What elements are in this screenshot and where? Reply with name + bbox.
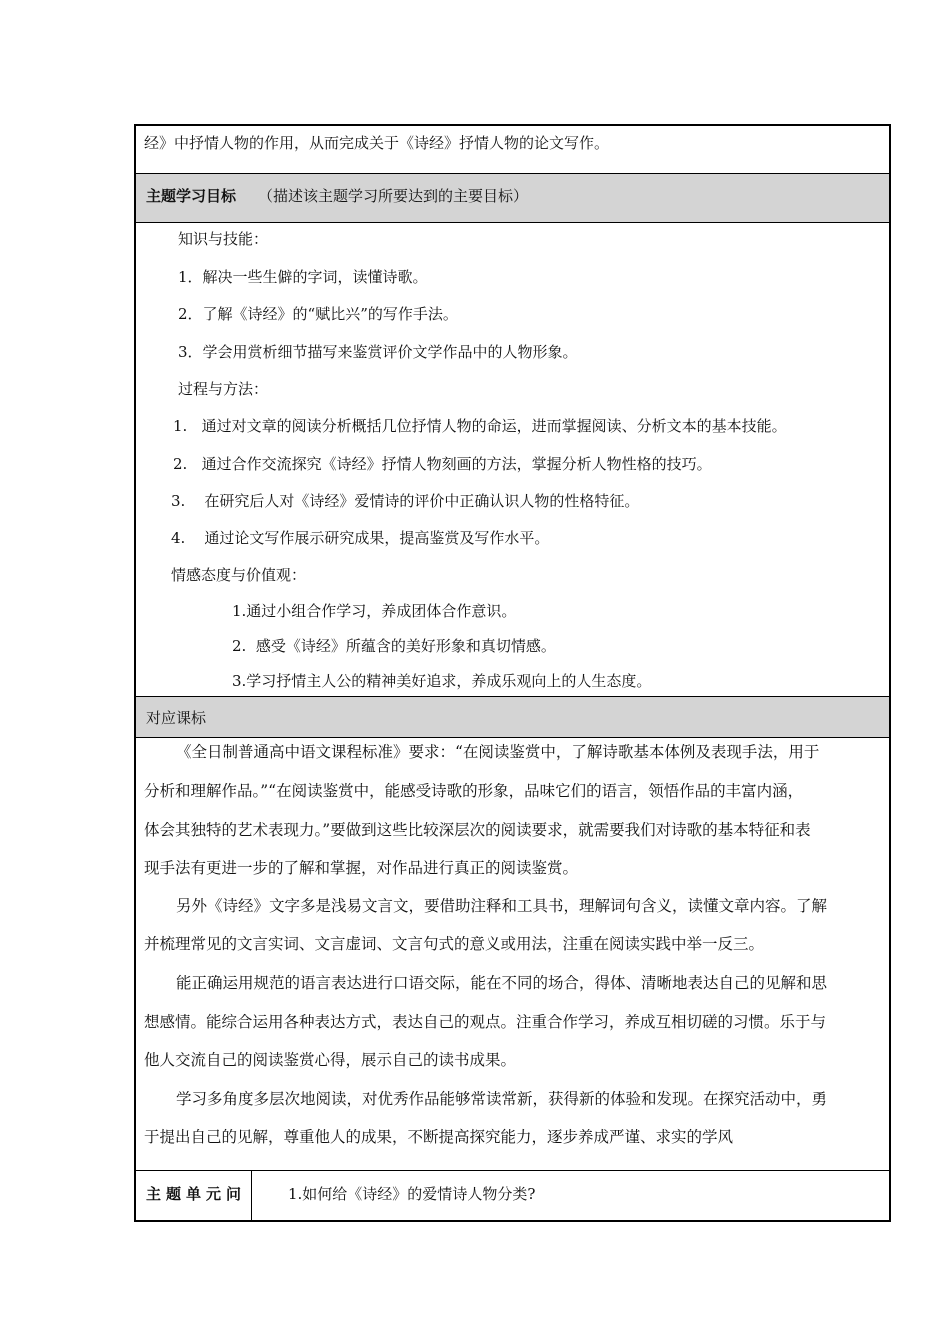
emotion-title: 情感态度与价值观： — [171, 566, 307, 584]
continued-text-row — [136, 126, 889, 174]
standard-line: 想感情。能综合运用各种表达方式，表达自己的观点。注重合作学习，养成互相切磋的习惯。乐于与 — [144, 1013, 827, 1031]
process-item: 2. 通过合作交流探究《诗经》抒情人物刻画的方法，掌握分析人物性格的技巧。 — [173, 455, 712, 473]
unit-question-row — [136, 1171, 889, 1220]
knowledge-item: 3．学会用赏析细节描写来鉴赏评价文学作品中的人物形象。 — [178, 343, 578, 361]
objectives-heading-row — [136, 174, 889, 223]
emotion-item: 2. 感受《诗经》所蕴含的美好形象和真切情感。 — [232, 637, 556, 655]
standard-line: 他人交流自己的阅读鉴赏心得，展示自己的读书成果。 — [144, 1051, 517, 1069]
knowledge-item: 2．了解《诗经》的“赋比兴”的写作手法。 — [178, 305, 458, 323]
process-item: 4. 通过论文写作展示研究成果，提高鉴赏及写作水平。 — [171, 529, 550, 547]
knowledge-item: 1．解决一些生僻的字词，读懂诗歌。 — [178, 268, 428, 286]
knowledge-title: 知识与技能： — [178, 230, 269, 248]
standard-line: 学习多角度多层次地阅读，对优秀作品能够常读常新，获得新的体验和发现。在探究活动中，勇 — [176, 1090, 828, 1108]
objectives-heading-label: 主题学习目标 — [146, 187, 237, 205]
standard-line: 另外《诗经》文字多是浅易文言文，要借助注释和工具书，理解词句含义，读懂文章内容。了解 — [176, 897, 828, 915]
emotion-item: 1.通过小组合作学习，养成团体合作意识。 — [232, 602, 517, 620]
process-title: 过程与方法： — [178, 380, 269, 398]
objectives-heading-description: （描述该主题学习所要达到的主要目标） — [258, 187, 529, 205]
standard-line: 并梳理常见的文言实词、文言虚词、文言句式的意义或用法，注重在阅读实践中举一反三。 — [144, 935, 765, 953]
standard-heading-row — [136, 697, 889, 738]
process-item: 1. 通过对文章的阅读分析概括几位抒情人物的命运，进而掌握阅读、分析文本的基本技能。 — [173, 417, 787, 435]
unit-question-label: 主题单元问 — [136, 1171, 252, 1220]
lesson-plan-table — [134, 124, 891, 1222]
standard-line: 能正确运用规范的语言表达进行口语交际，能在不同的场合，得体、清晰地表达自己的见解和思 — [176, 974, 828, 992]
objectives-content-row — [136, 223, 889, 697]
unit-question-text: 1.如何给《诗经》的爱情诗人物分类? — [288, 1185, 536, 1203]
emotion-item: 3.学习抒情主人公的精神美好追求，养成乐观向上的人生态度。 — [232, 672, 652, 690]
standard-line: 分析和理解作品。”“在阅读鉴赏中，能感受诗歌的形象，品味它们的语言，领悟作品的丰富内涵， — [144, 782, 804, 800]
continued-text: 经》中抒情人物的作用，从而完成关于《诗经》抒情人物的论文写作。 — [144, 134, 610, 152]
standard-heading: 对应课标 — [146, 709, 207, 727]
standard-line: 现手法有更进一步的了解和掌握，对作品进行真正的阅读鉴赏。 — [144, 859, 579, 877]
standard-line: 《全日制普通高中语文课程标准》要求：“在阅读鉴赏中，了解诗歌基本体例及表现手法，用于 — [176, 743, 820, 761]
standard-line: 体会其独特的艺术表现力。”要做到这些比较深层次的阅读要求，就需要我们对诗歌的基本特征和表 — [144, 821, 811, 839]
standard-content-row — [136, 738, 889, 1171]
process-item: 3. 在研究后人对《诗经》爱情诗的评价中正确认识人物的性格特征。 — [171, 492, 640, 510]
standard-line: 于提出自己的见解，尊重他人的成果，不断提高探究能力，逐步养成严谨、求实的学风 — [144, 1128, 734, 1146]
